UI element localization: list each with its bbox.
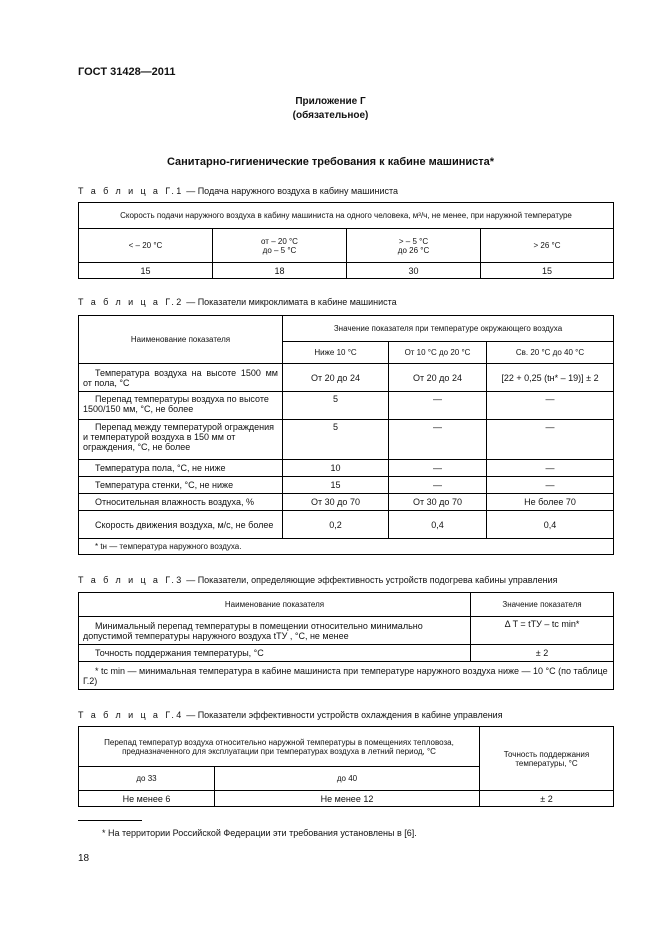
table2-row-name: Перепад между температурой ограждения и температурой воздуха в 150 мм от ограждения, °С, не более — [79, 420, 283, 460]
table2-row-name: Температура пола, °С, не ниже — [79, 460, 283, 477]
table4-col-accuracy: Точность поддержания температуры, °С — [480, 727, 614, 791]
table1-caption — [78, 186, 398, 196]
table2-row-value: 10 — [283, 460, 389, 477]
table2-subcol: Ниже 10 °С — [283, 342, 389, 364]
table4-sub1: до 33 — [79, 767, 215, 791]
table4-header: Перепад температур воздуха относительно наружной температуры в помещениях тепловоза, предназначенного для эксплуатации при температурах воздуха в летний период, °С — [79, 727, 480, 767]
table2-row-value: 0,4 — [487, 511, 614, 539]
table1-col: > – 5 °С до 26 °С — [347, 229, 481, 263]
table2-row-value: 15 — [283, 477, 389, 494]
table2-row-name: Температура воздуха на высоте 1500 мм от пола, °С — [79, 364, 283, 392]
table2-caption-prefix: Т а б л и ц а Г.2 — [78, 297, 184, 307]
table2-row-value: — — [389, 392, 487, 420]
table2-row-value: От 20 до 24 — [283, 364, 389, 392]
table3-caption-text: — Показатели, определяющие эффективность устройств подогрева кабины управления — [183, 575, 558, 585]
annex-subtitle: (обязательное) — [292, 110, 369, 121]
table2-row-value: От 30 до 70 — [389, 494, 487, 511]
table2-row-value: От 20 до 24 — [389, 364, 487, 392]
table2-row-name: Температура стенки, °С, не ниже — [79, 477, 283, 494]
table-g1 — [78, 202, 614, 279]
footnote: * На территории Российской Федерации эти требования установлены в [6]. — [102, 828, 417, 838]
table2-col-group: Значение показателя при температуре окружающего воздуха — [283, 316, 614, 342]
table2-row-value: — — [487, 420, 614, 460]
table3-row-value: ± 2 — [471, 645, 614, 662]
table4-value3: ± 2 — [480, 791, 614, 807]
table1-col: > 26 °С — [481, 229, 614, 263]
table1-col: от – 20 °С до – 5 °С — [213, 229, 347, 263]
table2-subcol: От 10 °С до 20 °С — [389, 342, 487, 364]
table3-row-value: Δ T = tТУ – tс min* — [471, 617, 614, 645]
table2-row-value: 0,2 — [283, 511, 389, 539]
section-title: Санитарно-гигиенические требования к кабине машиниста* — [166, 156, 495, 168]
table2-col-name: Наименование показателя — [79, 316, 283, 364]
table2-row-value: — — [487, 392, 614, 420]
table2-row-value: — — [389, 477, 487, 494]
table3-row-name: Точность поддержания температуры, °С — [79, 645, 471, 662]
table1-col: < – 20 °С — [79, 229, 213, 263]
table2-caption — [78, 297, 397, 307]
table1-value: 15 — [481, 263, 614, 279]
footnote-divider — [78, 820, 142, 821]
table1-caption-text: — Подача наружного воздуха в кабину машиниста — [183, 186, 398, 196]
table1-caption-prefix: Т а б л и ц а Г.1 — [78, 186, 184, 196]
table2-row-value: [22 + 0,25 (tн* – 19)] ± 2 — [487, 364, 614, 392]
table2-note: * tн — температура наружного воздуха. — [79, 539, 614, 555]
table4-caption-text: — Показатели эффективности устройств охлаждения в кабине управления — [183, 710, 503, 720]
table3-col-name: Наименование показателя — [79, 593, 471, 617]
table1-header: Скорость подачи наружного воздуха в кабину машиниста на одного человека, м³/ч, не менее, при наружной температуре — [79, 203, 614, 229]
table-g2 — [78, 315, 614, 555]
table2-row-value: — — [389, 460, 487, 477]
table4-caption — [78, 710, 503, 720]
table3-caption-prefix: Т а б л и ц а Г.3 — [78, 575, 184, 585]
table2-row-value: — — [389, 420, 487, 460]
table2-caption-text: — Показатели микроклимата в кабине машиниста — [183, 297, 397, 307]
page-number: 18 — [78, 853, 90, 864]
annex-title: Приложение Г — [295, 96, 366, 107]
table3-caption — [78, 575, 558, 585]
table3-col-value: Значение показателя — [471, 593, 614, 617]
table-g4 — [78, 726, 614, 807]
table2-row-name: Скорость движения воздуха, м/с, не более — [79, 511, 283, 539]
table1-value: 18 — [213, 263, 347, 279]
table1-value: 15 — [79, 263, 213, 279]
table3-note: * tс min — минимальная температура в кабине машиниста при температуре наружного воздуха ниже — 10 °С (по таблице Г.2) — [79, 662, 614, 690]
table1-value: 30 — [347, 263, 481, 279]
table4-caption-prefix: Т а б л и ц а Г.4 — [78, 710, 184, 720]
table3-row-name: Минимальный перепад температуры в помещении относительно минимально допустимой температуры наружного воздуха tТУ , °С, не менее — [79, 617, 471, 645]
table4-value2: Не менее 12 — [215, 791, 480, 807]
table2-row-value: 0,4 — [389, 511, 487, 539]
table2-row-value: От 30 до 70 — [283, 494, 389, 511]
table-g3 — [78, 592, 614, 690]
table2-row-value: Не более 70 — [487, 494, 614, 511]
table2-row-name: Относительная влажность воздуха, % — [79, 494, 283, 511]
table2-row-value: — — [487, 477, 614, 494]
table2-row-value: 5 — [283, 420, 389, 460]
table2-row-name: Перепад температуры воздуха по высоте 1500/150 мм, °С, не более — [79, 392, 283, 420]
table2-row-value: — — [487, 460, 614, 477]
table2-subcol: Св. 20 °С до 40 °С — [487, 342, 614, 364]
table4-value1: Не менее 6 — [79, 791, 215, 807]
table4-sub2: до 40 — [215, 767, 480, 791]
document-code: ГОСТ 31428—2011 — [78, 66, 176, 78]
table2-row-value: 5 — [283, 392, 389, 420]
